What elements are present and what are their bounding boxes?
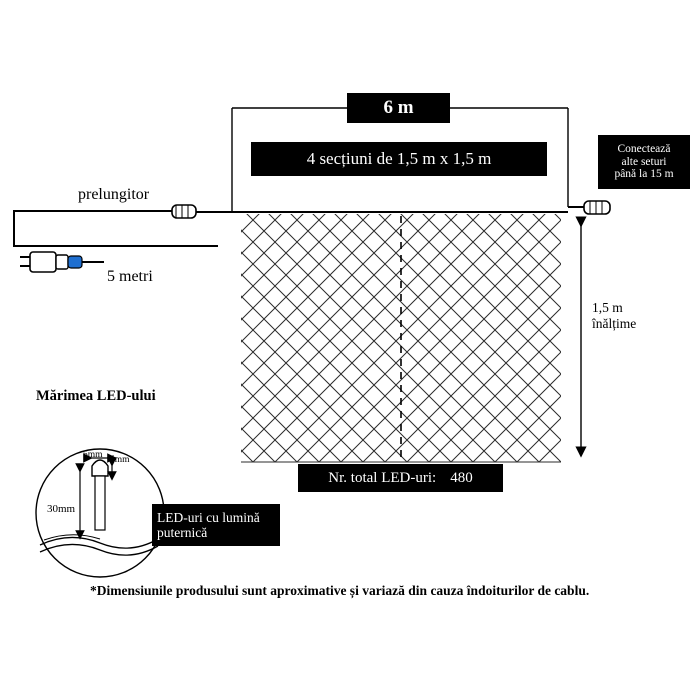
extension-cord-label: prelungitor <box>78 186 150 203</box>
led-size-title: Mărimea LED-ului <box>36 388 156 404</box>
footnote-text: *Dimensiunile produsului sunt aproximative și variază din cauza îndoiturilor de cablu. <box>90 583 590 598</box>
height-line-2: înălțime <box>592 315 637 331</box>
height-dimension-label <box>592 300 658 332</box>
led-bulb-shape <box>92 460 108 476</box>
led-body-stem <box>95 476 105 530</box>
cord-length-label: 5 metri <box>107 268 153 285</box>
connect-line-3: până la 15 m <box>614 168 674 181</box>
total-leds-label: Nr. total LED-uri: <box>328 469 437 486</box>
bright-led-badge <box>152 504 280 546</box>
bright-led-line-2: puternică <box>157 525 208 540</box>
height-line-1: 1,5 m <box>592 300 623 315</box>
bright-led-line-1: LED-uri cu lumină <box>157 509 260 525</box>
led-width-label: 5mm <box>83 450 103 460</box>
connector-barrel-right <box>584 201 610 214</box>
led-height-label: 5mm <box>110 455 130 465</box>
power-plug-body <box>30 252 56 272</box>
plug-collar <box>56 255 68 269</box>
width-badge: 6 m <box>347 93 450 123</box>
connect-line-2: alte seturi <box>621 155 667 168</box>
total-leds-value: 480 <box>450 469 473 486</box>
total-leds-badge <box>298 464 503 492</box>
connect-line-1: Conectează <box>617 142 671 155</box>
plug-connector-blue <box>68 256 82 268</box>
led-length-label: 30mm <box>47 503 76 515</box>
sections-badge: 4 secțiuni de 1,5 m x 1,5 m <box>251 142 547 176</box>
power-plug-pins <box>20 257 30 266</box>
connect-more-sets-badge <box>598 135 690 189</box>
